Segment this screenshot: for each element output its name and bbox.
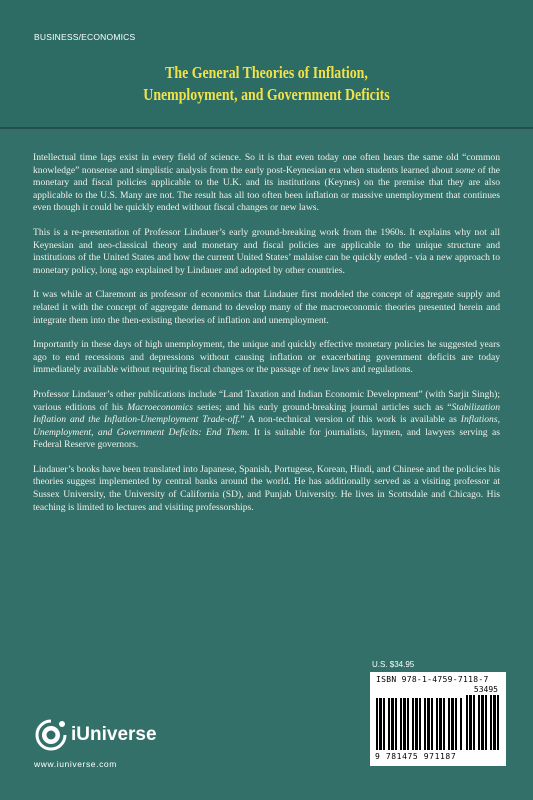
barcode-bar xyxy=(388,698,390,750)
p5-text-c: series; and his early ground-breaking journal articles such as “ xyxy=(192,401,452,413)
isbn-barcode xyxy=(370,672,506,766)
barcode-bar xyxy=(448,698,450,750)
title-line-2: Unemployment, and Government Deficits xyxy=(143,85,390,104)
paragraph-representation: This is a re-presentation of Professor Lindauer’s early ground-breaking work from the 1960s. It explains why not all Keynesian and neo-classical theory and monetary and fiscal policies are applicable to the unique structure and institutions of the United States and how the current United States’ malaise can be quickly ended - via a new approach to monetary policy, long ago explained by Lindauer and adopted by other countries. xyxy=(33,226,500,276)
barcode-bar xyxy=(469,695,472,750)
p1-italic: some xyxy=(455,164,476,176)
barcode-bar xyxy=(460,698,462,750)
ean-number: 9 781475 971187 xyxy=(375,752,457,761)
barcode-bar xyxy=(419,698,421,750)
price-label: U.S. $34.95 xyxy=(372,660,415,669)
description-text xyxy=(33,152,500,526)
barcode-bar xyxy=(451,698,454,750)
p1-text-a: Intellectual time lags exist in every field of science. So it is that even today one often hears the same old “common knowledge” nonsense and simplistic analysis from the early post-Keynesian era when students learned about xyxy=(33,152,500,176)
barcode-bar xyxy=(415,698,418,750)
barcode-bar xyxy=(443,698,445,750)
barcode-bar xyxy=(439,698,442,750)
barcode-bar xyxy=(493,695,496,750)
barcode-bar xyxy=(473,695,475,750)
p5-text-g: It is suitable for journalists, laymen, and lawyers serving as Federal Reserve governors. xyxy=(33,426,500,451)
barcode-bar xyxy=(490,695,492,750)
barcode-bar xyxy=(427,698,430,750)
p5-text-a: Professor Lindauer’s other publications include “Land Taxation and Indian Economic Development” (with Sarjit Singh); various editions of his xyxy=(33,388,500,413)
barcode-bar xyxy=(431,698,433,750)
barcode-bar xyxy=(395,698,397,750)
barcode-bar xyxy=(379,698,382,750)
p5-italic-macro: Macroeconomics xyxy=(127,401,193,413)
barcode-bar xyxy=(383,698,385,750)
paragraph-intro xyxy=(33,152,500,215)
barcode-bar xyxy=(481,695,484,750)
barcode-bar xyxy=(424,698,426,750)
addon-barcode-bars xyxy=(466,695,500,750)
paragraph-publications xyxy=(33,389,500,452)
barcode-bar xyxy=(391,698,394,750)
category-label: BUSINESS/ECONOMICS xyxy=(34,32,136,42)
barcode-bar xyxy=(478,695,480,750)
ean-barcode-bars xyxy=(376,698,462,750)
barcode-bar xyxy=(497,695,499,750)
p1-text-c: of the monetary and fiscal policies applicable to the U.K. and its institutions (Keynes) on the premise that they are also applicable to the U.S. Many are not. The result has all too often been inflation or massive unemployment that continues even though it could be quickly ended without fiscal changes or new laws. xyxy=(33,164,500,214)
price-code: 53495 xyxy=(473,685,498,694)
barcode-bar xyxy=(400,698,402,750)
iuniverse-logo-icon xyxy=(34,718,68,752)
isbn-number: ISBN 978-1-4759-7118-7 xyxy=(376,675,489,684)
paragraph-policies: Importantly in these days of high unemployment, the unique and quickly effective monetary policies he suggested years ago to end recessions and depressions without causing inflation or exacerbating government deficits are today immediately available without requiring fiscal changes or the passage of new laws and regulations. xyxy=(33,339,500,376)
barcode-bar xyxy=(407,698,409,750)
barcode-bar xyxy=(403,698,406,750)
paragraph-claremont: It was while at Claremont as professor of economics that Lindauer first modeled the concept of aggregate supply and related it with the concept of aggregate demand to develop many of the macroeconomic theories presented herein and integrate them into the then-existing theories of inflation and unemployment. xyxy=(33,289,500,326)
p5-italic-book: Inflations, Unemployment, and Government Deficits: End Them. xyxy=(33,414,500,438)
book-title xyxy=(43,62,491,106)
p5-text-e: ” A non-technical version of this work is available as xyxy=(240,414,461,426)
barcode-bar xyxy=(436,698,438,750)
barcode-bar xyxy=(455,698,457,750)
barcode-bar xyxy=(466,695,468,750)
p5-italic-article: Stabilization Inflation and the Inflation-Unemployment Trade-off. xyxy=(33,401,500,426)
barcode-bar xyxy=(485,695,487,750)
title-line-1: The General Theories of Inflation, xyxy=(165,63,368,82)
barcode-bar xyxy=(376,698,378,750)
publisher-logo xyxy=(34,714,214,774)
publisher-name: iUniverse xyxy=(71,724,157,745)
barcode-bar xyxy=(412,698,414,750)
paragraph-translations: Lindauer’s books have been translated into Japanese, Spanish, Portugese, Korean, Hindi, and Chinese and the policies his theories suggest implemented by central banks around the world. He has additionally served as a visiting professor at Sussex University, the University of California (SD), and Punjab University. He lives in Scottsdale and Chicago. His teaching is limited to lectures and visiting professorships. xyxy=(33,463,500,513)
publisher-url: www.iuniverse.com xyxy=(34,759,117,769)
